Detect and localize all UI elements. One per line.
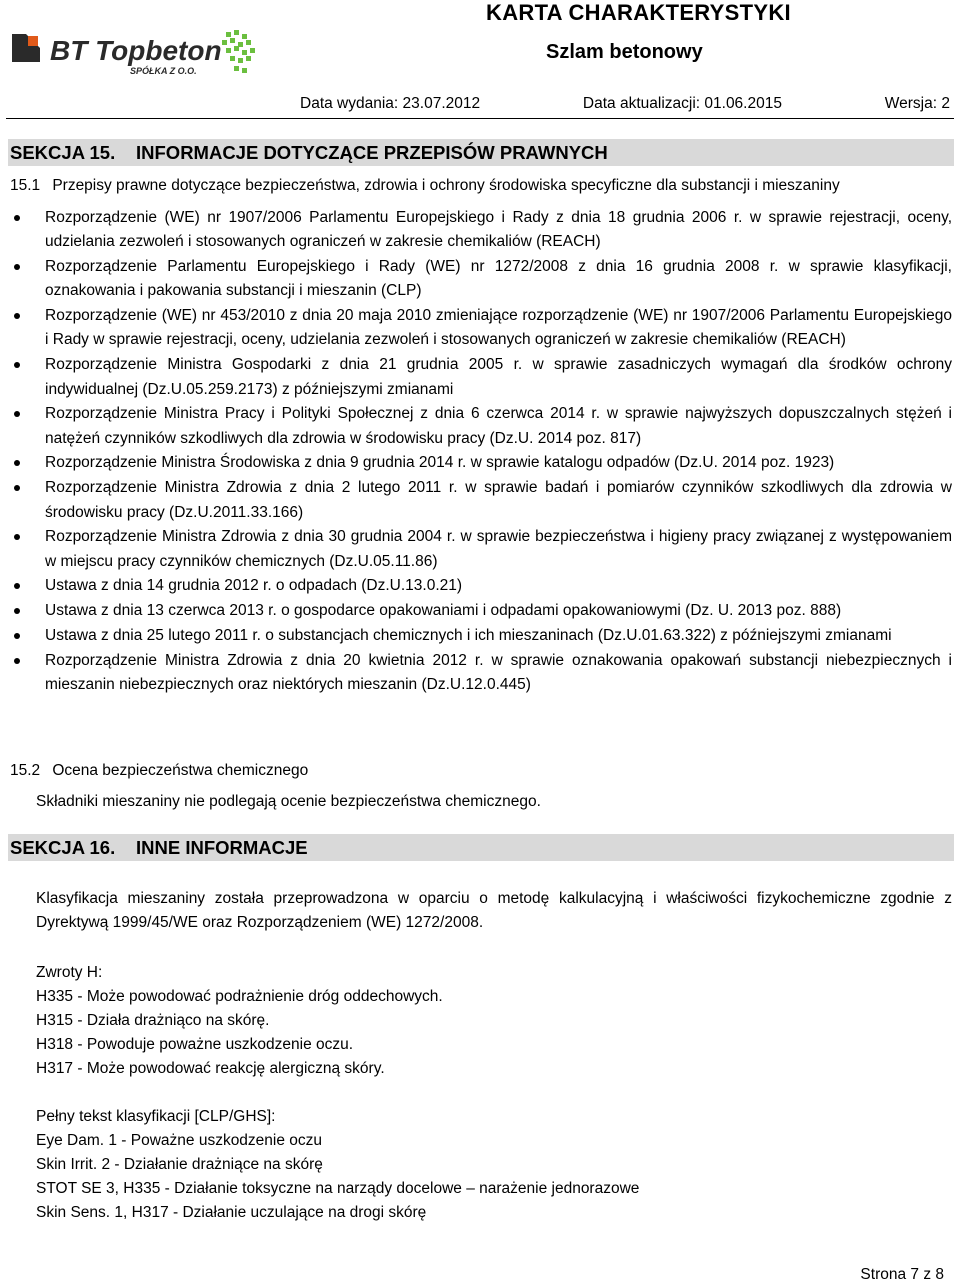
regulation-item — [12, 624, 952, 648]
regulation-text: Rozporządzenie Ministra Środowiska z dnia 9 grudnia 2014 r. w sprawie katalogu odpadów (Dz.U. 2014 poz. 1923) — [45, 454, 835, 472]
bullet-icon — [14, 264, 20, 270]
h-phrase: H335 - Może powodować podrażnienie dróg oddechowych. — [36, 988, 443, 1005]
classification-line: Skin Irrit. 2 - Działanie drażniące na skórę — [36, 1156, 323, 1173]
regulation-item — [12, 599, 952, 623]
page-number: Strona 7 z 8 — [860, 1266, 944, 1283]
classification-line: STOT SE 3, H335 - Działanie toksyczne na narządy docelowe – narażenie jednorazowe — [36, 1180, 640, 1197]
regulation-item — [12, 304, 952, 353]
bullet-icon — [14, 583, 20, 589]
bullet-icon — [14, 313, 20, 319]
regulation-item — [12, 353, 952, 402]
bullet-icon — [14, 658, 20, 664]
document-title: KARTA CHARAKTERYSTYKI — [486, 0, 791, 25]
regulation-item — [12, 476, 952, 525]
subsection-15-2-title: Ocena bezpieczeństwa chemicznego — [52, 762, 309, 779]
section-15-header — [8, 139, 954, 166]
version: Wersja: 2 — [884, 95, 950, 112]
company-name: BT Topbeton — [50, 35, 222, 66]
regulation-text: Rozporządzenie (WE) nr 453/2010 z dnia 20 maja 2010 zmieniające rozporządzenie (WE) nr 1907/2006 Parlamentu Europejskiego i Rady w sprawie rejestracji, oceny, udzielania zezwoleń i stosowanych ograniczeń w zakresie chemikaliów (REACH) — [45, 307, 952, 349]
subsection-15-2 — [10, 762, 308, 780]
subsection-15-2-text: Składniki mieszaniny nie podlegają ocenie bezpieczeństwa chemicznego. — [36, 793, 541, 810]
bullet-icon — [14, 633, 20, 639]
h-phrases-heading: Zwroty H: — [36, 964, 103, 981]
bullet-icon — [14, 485, 20, 491]
regulation-text: Ustawa z dnia 25 lutego 2011 r. o substancjach chemicznych i ich mieszaninach (Dz.U.01.63.322) z późniejszymi zmianami — [45, 627, 892, 645]
bullet-icon — [14, 362, 20, 368]
section-15-title: INFORMACJE DOTYCZĄCE PRZEPISÓW PRAWNYCH — [136, 141, 608, 163]
regulation-text: Rozporządzenie Ministra Zdrowia z dnia 30 grudnia 2004 r. w sprawie bezpieczeństwa i higieny pracy związanej z występowaniem w miejscu pracy czynników chemicznych (Dz.U.05.11.86) — [45, 528, 952, 570]
regulation-text: Rozporządzenie (WE) nr 1907/2006 Parlamentu Europejskiego i Rady z dnia 18 grudnia 2006 r. w sprawie rejestracji, oceny, udzielania zezwoleń i stosowanych ograniczeń w zakresie chemikaliów (REACH) — [45, 209, 952, 251]
subsection-15-1 — [10, 177, 840, 195]
subsection-15-1-title: Przepisy prawne dotyczące bezpieczeństwa, zdrowia i ochrony środowiska specyficzne dla substancji i mieszaniny — [52, 177, 840, 194]
regulations-list — [12, 206, 952, 698]
section-16-header — [8, 834, 954, 861]
classification-line: Skin Sens. 1, H317 - Działanie uczulające na drogi skórę — [36, 1204, 427, 1221]
h-phrases-block — [36, 961, 952, 1081]
subsection-15-1-number: 15.1 — [10, 177, 41, 194]
bullet-icon — [14, 411, 20, 417]
section-16-title: INNE INFORMACJE — [136, 836, 308, 858]
regulation-text: Rozporządzenie Ministra Gospodarki z dnia 21 grudnia 2005 r. w sprawie zasadniczych wymagań dla środków ochrony indywidualnej (Dz.U.05.259.2173) z późniejszymi zmianami — [45, 356, 952, 398]
company-logo — [8, 26, 258, 78]
issue-date: Data wydania: 23.07.2012 — [300, 95, 481, 112]
regulation-item — [12, 649, 952, 698]
section-16-number: SEKCJA 16. — [10, 836, 116, 858]
bullet-icon — [14, 534, 20, 540]
header-divider — [6, 118, 954, 119]
regulation-item — [12, 451, 952, 475]
bullet-icon — [14, 608, 20, 614]
h-phrase: H317 - Może powodować reakcję alergiczną skóry. — [36, 1060, 385, 1077]
full-classification-heading: Pełny tekst klasyfikacji [CLP/GHS]: — [36, 1108, 276, 1125]
regulation-text: Ustawa z dnia 14 grudnia 2012 r. o odpadach (Dz.U.13.0.21) — [45, 577, 463, 595]
h-phrase: H318 - Powoduje poważne uszkodzenie oczu. — [36, 1036, 354, 1053]
regulation-text: Ustawa z dnia 13 czerwca 2013 r. o gospodarce opakowaniami i odpadami opakowaniowymi (Dz. U. 2013 poz. 888) — [45, 602, 842, 620]
full-classification-block — [36, 1105, 952, 1225]
bullet-icon — [14, 460, 20, 466]
company-subtitle: SPÓŁKA Z O.O. — [130, 66, 197, 76]
regulation-text: Rozporządzenie Ministra Zdrowia z dnia 2 lutego 2011 r. w sprawie badań i pomiarów czynników szkodliwych dla zdrowia w środowisku pracy (Dz.U.2011.33.166) — [45, 479, 952, 521]
h-phrase: H315 - Działa drażniąco na skórę. — [36, 1012, 270, 1029]
regulation-item — [12, 255, 952, 304]
regulation-item — [12, 525, 952, 574]
document-meta — [300, 95, 950, 113]
section-15-number: SEKCJA 15. — [10, 141, 116, 163]
classification-text: Klasyfikacja mieszaniny została przeprowadzona w oparciu o metodę kalkulacyjną i właściwości fizykochemiczne zgodnie z Dyrektywą 1999/45/WE oraz Rozporządzeniem (WE) 1272/2008. — [36, 890, 952, 931]
regulation-text: Rozporządzenie Parlamentu Europejskiego i Rady (WE) nr 1272/2008 z dnia 16 grudnia 2008 r. w sprawie klasyfikacji, oznakowania i pakowania substancji i mieszanin (CLP) — [45, 258, 952, 300]
update-date: Data aktualizacji: 01.06.2015 — [582, 95, 782, 112]
regulation-item — [12, 206, 952, 255]
classification-line: Eye Dam. 1 - Poważne uszkodzenie oczu — [36, 1132, 323, 1149]
bullet-icon — [14, 215, 20, 221]
product-name: Szlam betonowy — [546, 41, 703, 63]
subsection-15-2-number: 15.2 — [10, 762, 41, 779]
regulation-text: Rozporządzenie Ministra Zdrowia z dnia 20 kwietnia 2012 r. w sprawie oznakowania opakowań substancji niebezpiecznych i mieszanin niebezpiecznych oraz niektórych mieszanin (Dz.U.12.0.445) — [45, 651, 952, 694]
regulation-text: Rozporządzenie Ministra Pracy i Polityki Społecznej z dnia 6 czerwca 2014 r. w sprawie najwyższych dopuszczalnych stężeń i natężeń czynników szkodliwych dla zdrowia w środowisku pracy (Dz.U. 2014 poz. 817) — [45, 405, 952, 447]
regulation-item — [12, 574, 952, 598]
regulation-item — [12, 402, 952, 451]
